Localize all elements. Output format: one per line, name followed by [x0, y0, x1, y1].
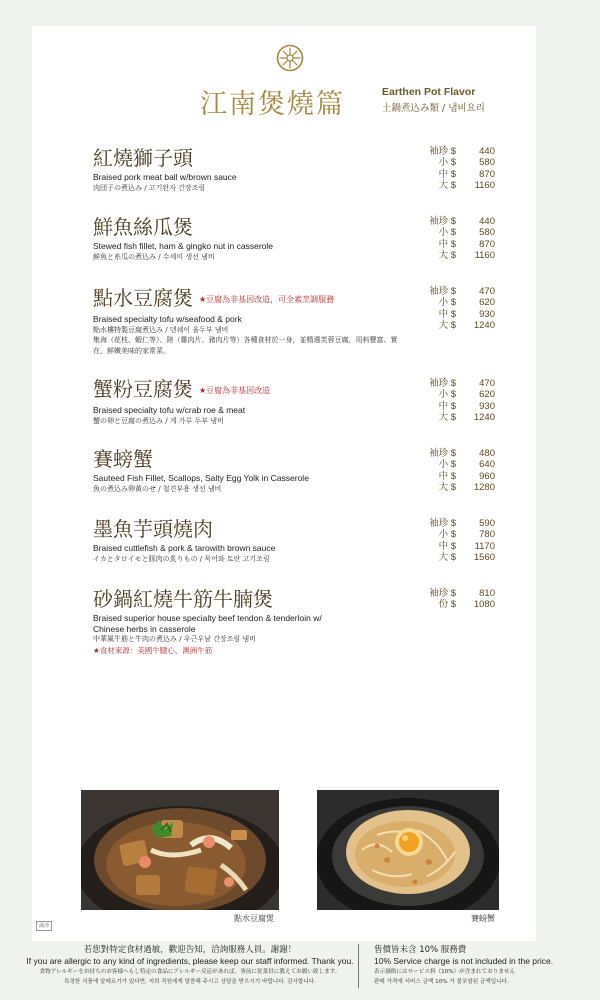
- dish-jp-kr-name: イカとタロイモと豚肉の炙りもの / 묵어와 토란 고기조림: [93, 554, 270, 563]
- price-row: [420, 250, 495, 261]
- price-value: 620: [479, 297, 495, 309]
- dish-jp-kr-name: 蟹の卵と豆腐の煮込み / 게 가루 두부 냄비: [93, 416, 224, 425]
- price-value: 580: [479, 227, 495, 239]
- dish-english-name: Braised pork meat ball w/brown sauce: [93, 172, 237, 182]
- service-charge-cn: 售價皆未含 10% 服務費: [374, 945, 467, 955]
- price-row: [420, 227, 495, 238]
- price-size: 大 $: [438, 180, 456, 192]
- service-charge-en: 10% Service charge is not included in the price.: [374, 956, 554, 966]
- dish-english-name: Stewed fish fillet, ham & gingko nut in casserole: [93, 241, 274, 251]
- price-row: [420, 389, 495, 400]
- price-row: [420, 157, 495, 168]
- dish-name: 砂鍋紅燒牛筋牛腩煲: [93, 587, 273, 611]
- dish-name: 蟹粉豆腐煲: [93, 377, 193, 401]
- dish-name: 賽螃蟹: [93, 447, 153, 471]
- price-value: 1080: [473, 599, 495, 611]
- price-value: 480: [479, 448, 495, 459]
- price-value: 810: [479, 588, 495, 599]
- dish-jp-kr-name: 肉団子の煮込み / 고기완자 간장조림: [93, 183, 206, 192]
- service-charge-jp: 表示価格にはサービス料（10%）が含まれておりません: [374, 969, 516, 975]
- dish-note: ★豆腐為非基因改造，可全素烹調服務: [199, 295, 335, 304]
- dish-jp-kr-name: 點水樓特製豆腐煮込み / 덴쉐이 율두부 냄비: [93, 325, 229, 334]
- price-row: [420, 448, 495, 459]
- price-row: [420, 216, 495, 227]
- price-row: [420, 169, 495, 180]
- price-value: 1560: [473, 552, 495, 564]
- dish-english-name: Braised specialty tofu w/seafood & pork: [93, 314, 242, 324]
- price-row: [420, 529, 495, 540]
- price-value: 870: [479, 168, 495, 180]
- dish-english-name: Sauteed Fish Fillet, Scallops, Salty Egg Yolk in Casserole: [93, 473, 309, 483]
- price-size: 袖珍 $: [429, 588, 456, 599]
- price-size: 小 $: [438, 389, 456, 401]
- price-size: 中 $: [438, 168, 456, 180]
- price-size: 小 $: [438, 297, 456, 309]
- price-size: 大 $: [438, 412, 456, 424]
- allergy-notice-kr: 특정한 식품에 알레르기가 있다면, 저희 직원에게 말씀해 주시고 상담을 받으시기 바랍니다. 감사합니다.: [64, 979, 316, 985]
- price-row: [420, 146, 495, 157]
- price-row: [420, 552, 495, 563]
- photo-caption: 點水豆腐煲: [234, 914, 274, 923]
- price-size: 中 $: [438, 470, 456, 482]
- price-row: [420, 239, 495, 250]
- dish-jp-kr-name: 中華風牛筋と牛肉の煮込み / 우근우남 간장조림 냄비: [93, 635, 256, 643]
- price-size: 袖珍 $: [429, 448, 456, 459]
- price-size: 袖珍 $: [429, 286, 456, 297]
- price-row: [420, 599, 495, 610]
- price-size: 袖珍 $: [429, 378, 456, 389]
- price-list: [420, 378, 495, 424]
- price-size: 中 $: [438, 540, 456, 552]
- price-value: 470: [479, 286, 495, 297]
- allergy-notice-cn: 若您對特定食材過敏，歡迎告知，洽詢服務人員。謝謝！: [83, 945, 297, 955]
- price-size: 袖珍 $: [429, 216, 456, 227]
- price-list: [420, 146, 495, 192]
- dish-description: 集海（花枝、蝦仁等）、陸（雞肉片、豬肉片等）各種食材於一身，並精選芙蓉豆腐，用料豐富、實在，鮮嫩美味的家常菜。: [93, 336, 398, 355]
- price-list: [420, 448, 495, 494]
- dish-note: ★豆腐為非基因改造: [199, 386, 271, 395]
- price-row: [420, 482, 495, 493]
- price-size: 中 $: [438, 308, 456, 320]
- price-size: 小 $: [438, 227, 456, 239]
- price-value: 1240: [473, 412, 495, 424]
- price-row: [420, 401, 495, 412]
- price-value: 960: [479, 470, 495, 482]
- menu-item: [93, 215, 433, 262]
- price-list: [420, 518, 495, 564]
- price-size: 大 $: [438, 320, 456, 332]
- price-row: [420, 297, 495, 308]
- dish-name: 墨魚芋頭燒肉: [93, 517, 213, 541]
- price-row: [420, 320, 495, 331]
- price-size: 小 $: [438, 459, 456, 471]
- price-row: [420, 459, 495, 470]
- price-row: [420, 286, 495, 297]
- price-value: 930: [479, 400, 495, 412]
- dish-name: 鮮魚絲瓜煲: [93, 215, 193, 239]
- price-size: 小 $: [438, 529, 456, 541]
- dish-english-name: Braised superior house specialty beef tendon & tenderloin w/ Chinese herbs in casserole: [93, 613, 322, 634]
- dish-name-row: [93, 286, 433, 312]
- price-row: [420, 588, 495, 599]
- footer-divider: [358, 944, 359, 988]
- menu-item: [93, 286, 433, 356]
- dish-photo-tofu-casserole: [81, 790, 279, 910]
- price-value: 470: [479, 378, 495, 389]
- price-list: [420, 216, 495, 262]
- price-row: [420, 378, 495, 389]
- dish-english-name: Braised specialty tofu w/crab roe & meat: [93, 405, 246, 415]
- allergy-notice-jp: 食物アレルギーをお持ちのお客様へもし特定の食品にアレルギー反応があれば、事前に従業員に教えてお願い致します。: [39, 969, 341, 975]
- dish-jp-kr-name: 魚の煮込み卵黄のせ / 철견부용 생선 냄비: [93, 484, 222, 493]
- price-size: 大 $: [438, 552, 456, 564]
- license-mark: 滿清: [36, 921, 52, 931]
- price-row: [420, 471, 495, 482]
- menu-item: [93, 587, 433, 656]
- menu-item: [93, 447, 433, 494]
- dish-photo-fake-crab: [317, 790, 499, 910]
- menu-item: [93, 146, 433, 193]
- price-row: [420, 180, 495, 191]
- section-title-jp-kr: 土鍋煮込み類 / 냄비요리: [382, 103, 485, 114]
- service-charge-kr: 판매 가격에 서비스 금액 10% 가 불포함된 금액입니다.: [374, 979, 509, 985]
- price-value: 870: [479, 238, 495, 250]
- price-value: 590: [479, 518, 495, 529]
- price-list: [420, 286, 495, 332]
- price-value: 1170: [474, 540, 495, 552]
- price-value: 440: [479, 216, 495, 227]
- price-size: 大 $: [438, 482, 456, 494]
- price-size: 袖珍 $: [429, 146, 456, 157]
- price-value: 640: [479, 459, 495, 471]
- section-title: 江南煲燒篇: [200, 89, 345, 120]
- price-list: [420, 588, 495, 611]
- dish-name: 點水豆腐煲: [93, 286, 193, 310]
- price-row: [420, 541, 495, 552]
- menu-item: [93, 517, 433, 564]
- price-value: 780: [479, 529, 495, 541]
- price-value: 1160: [474, 180, 495, 192]
- restaurant-logo-icon: [276, 44, 304, 72]
- price-row: [420, 518, 495, 529]
- dish-name: 紅燒獅子頭: [93, 146, 193, 170]
- price-size: 大 $: [438, 250, 456, 262]
- price-value: 1240: [473, 320, 495, 332]
- allergy-notice: [26, 944, 354, 987]
- price-size: 份 $: [438, 599, 456, 611]
- price-value: 1280: [473, 482, 495, 494]
- allergy-notice-en: If you are allergic to any kind of ingredients, please keep our staff informed. Thank you.: [26, 956, 354, 966]
- section-title-english: Earthen Pot Flavor: [382, 86, 476, 98]
- price-value: 440: [479, 146, 495, 157]
- dish-name-row: [93, 377, 433, 403]
- price-row: [420, 309, 495, 320]
- price-value: 620: [479, 389, 495, 401]
- service-charge-notice: [374, 944, 574, 987]
- price-value: 580: [479, 157, 495, 169]
- price-value: 930: [479, 308, 495, 320]
- dish-jp-kr-name: 鮮魚と糸瓜の煮込み / 수세미 생선 냄비: [93, 252, 215, 261]
- price-row: [420, 412, 495, 423]
- price-value: 1160: [474, 250, 495, 262]
- price-size: 袖珍 $: [429, 518, 456, 529]
- photo-caption: 賽螃蟹: [471, 914, 495, 923]
- dish-english-name: Braised cuttlefish & pork & tarowith brown sauce: [93, 543, 276, 553]
- menu-item: [93, 377, 433, 426]
- price-size: 中 $: [438, 238, 456, 250]
- price-size: 小 $: [438, 157, 456, 169]
- ingredient-source: ★食材來源：美國牛腱心、澳洲牛筋: [93, 645, 213, 655]
- price-size: 中 $: [438, 400, 456, 412]
